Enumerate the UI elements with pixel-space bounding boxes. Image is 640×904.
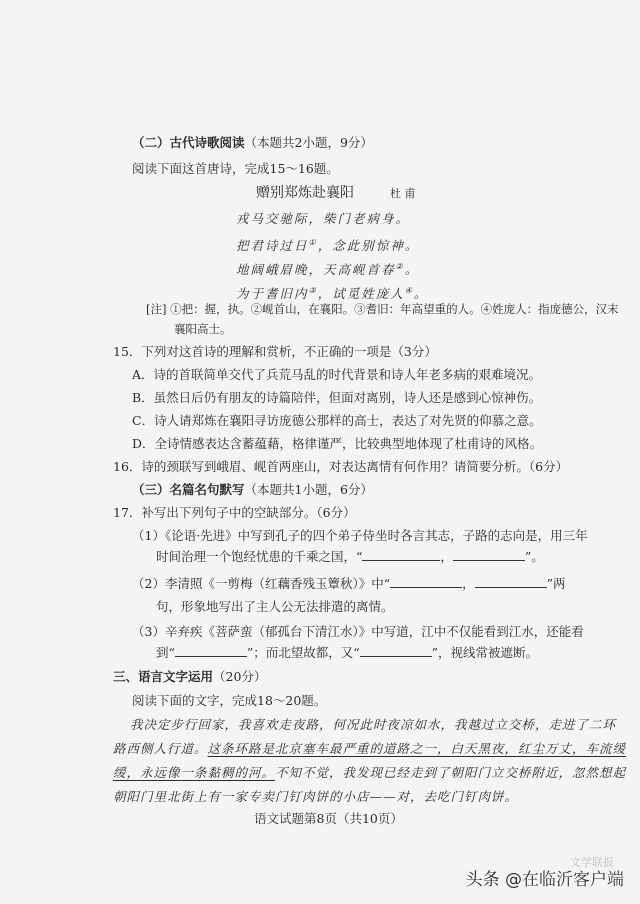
question-17-item-3-line-1: （3）辛弃疾《菩萨蛮（郁孤台下清江水）》中写道，江中不仅能看到江水，还能看 (132, 624, 584, 639)
passage-line-2: 路西侧人行道。这条环路是北京塞车最严重的道路之一，白天黑夜，红尘万丈，车流缓 (113, 741, 627, 756)
question-17-stem: 17．补写出下列句子中的空缺部分。（6分） (113, 505, 356, 520)
question-17-item-3-line-2: 到“ ”；而北望故都，又“ ”，视线常被遮断。 (156, 645, 539, 660)
blank-4[interactable] (475, 575, 547, 588)
faint-watermark: 文学联报 (570, 856, 614, 869)
underlined-sentence: 这条环路是北京塞车最严重的道路之一，白天黑夜，红尘万丈，车流缓 (207, 741, 627, 756)
passage-line-4: 朝阳门里北街上有一家专卖门钉肉饼的小店——对，去吃门钉肉饼。 (113, 789, 519, 804)
poem-line-4: 为于耆旧内③，试觅姓庞人④。 (236, 286, 429, 302)
question-15-option-d: D．全诗情感表达含蓄蕴藉，格律谨严，比较典型地体现了杜甫诗的风格。 (132, 436, 543, 451)
blank-2[interactable] (453, 548, 525, 561)
language-use-instruction: 阅读下面的文字，完成18～20题。 (132, 693, 327, 708)
poem-note-line-2: 襄阳高士。 (174, 322, 232, 336)
question-15-option-b: B．虽然日后仍有朋友的诗篇陪伴，但面对离别，诗人还是感到心惊神伤。 (132, 390, 542, 405)
question-17-item-2-line-1: （2）李清照《一剪梅（红藕香残玉簟秋）》中“ ， ”两 (132, 576, 566, 591)
poem-title: 赠别郑炼赴襄阳 (256, 185, 354, 201)
blank-1[interactable] (362, 548, 440, 561)
blank-3[interactable] (390, 575, 462, 588)
poem-line-2: 把君诗过日①，念此别惊神。 (236, 238, 420, 254)
question-17-item-1-line-2: 时间治理一个饱经忧患的千乘之国，“ ， ”。 (156, 549, 544, 564)
page-footer: 语文试题第8页（共10页） (254, 811, 403, 826)
question-17-item-2-line-2: 句，形象地写出了主人公无法排遣的离情。 (156, 599, 394, 614)
poem-author: 杜 甫 (390, 187, 416, 200)
section-heading-poetry: （二）古代诗歌阅读（本题共2小题，9分） (132, 135, 373, 150)
poem-line-3: 地阔峨眉晚，天高岘首春②。 (236, 262, 420, 278)
section-heading-recitation: （三）名篇名句默写（本题共1小题，6分） (132, 482, 373, 497)
part-heading-language-use: 三、语言文字运用（20分） (113, 669, 267, 684)
question-16-stem: 16．诗的颈联写到峨眉、岘首两座山，对表达离情有何作用？请简要分析。（6分） (113, 459, 569, 474)
blank-6[interactable] (360, 644, 432, 657)
poetry-instruction: 阅读下面这首唐诗，完成15～16题。 (132, 161, 339, 176)
poem-note-line-1: [注] ①把：握，执。②岘首山，在襄阳。③耆旧：年高望重的人。④姓庞人：指庞德公，汉末 (146, 302, 619, 316)
source-watermark: 头条 @在临沂客户端 (465, 870, 624, 890)
question-17-item-1-line-1: （1）《论语·先进》中写到孔子的四个弟子侍坐时各言其志，子路的志向是，用三年 (132, 528, 588, 543)
question-15-option-c: C．诗人请郑炼在襄阳寻访庞德公那样的高士，表达了对先贤的仰慕之意。 (132, 413, 542, 428)
poem-line-1: 戎马交驰际，柴门老病身。 (236, 211, 411, 226)
passage-line-1: 我决定步行回家，我喜欢走夜路，何况此时夜凉如水，我越过立交桥，走进了二环 (130, 717, 617, 732)
blank-5[interactable] (175, 644, 247, 657)
question-15-stem: 15．下列对这首诗的理解和赏析，不正确的一项是（3分） (113, 344, 437, 359)
passage-line-3: 缓，永远像一条黏稠的河。不知不觉，我发现已经走到了朝阳门立交桥附近，忽然想起 (113, 765, 627, 780)
question-15-option-a: A．诗的首联简单交代了兵荒马乱的时代背景和诗人年老多病的艰难境况。 (132, 367, 542, 382)
